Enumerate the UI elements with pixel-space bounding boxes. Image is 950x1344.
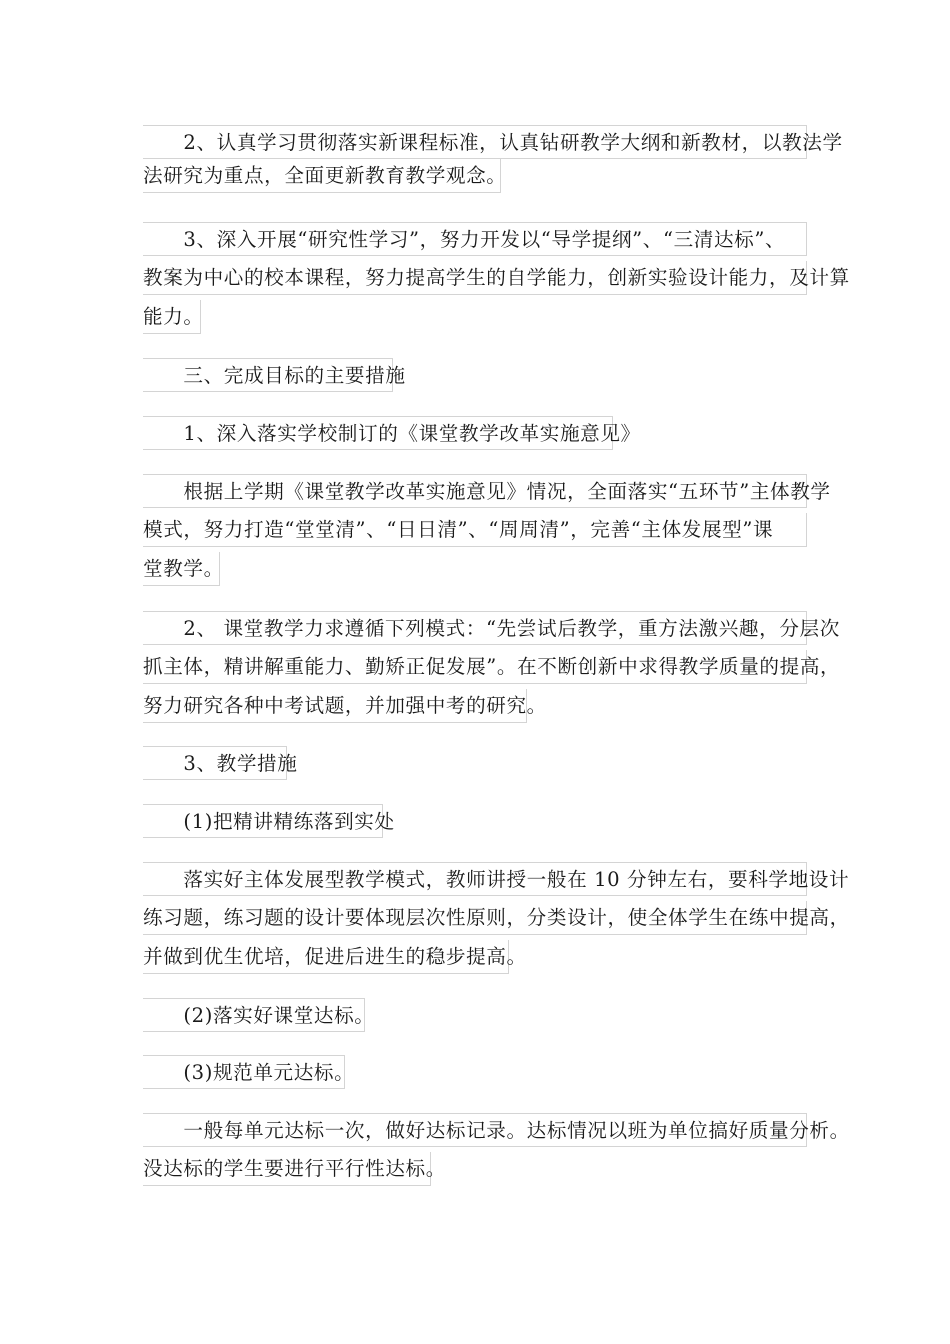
- paragraph-6-line-2: 抓主体，精讲解重能力、勤矫正促发展”。在不断创新中求得教学质量的提高，: [143, 650, 807, 684]
- paragraph-6-line-1: 2、 课堂教学力求遵循下列模式：“先尝试后教学，重方法激兴趣，分层次: [143, 611, 807, 645]
- paragraph-12-line-1: 一般每单元达标一次，做好达标记录。达标情况以班为单位搞好质量分析。: [143, 1113, 807, 1147]
- paragraph-12-line-2: 没达标的学生要进行平行性达标。: [143, 1152, 431, 1186]
- paragraph-5-line-3: 堂教学。: [143, 552, 220, 586]
- paragraph-5-line-1: 根据上学期《课堂教学改革实施意见》情况，全面落实“五环节”主体教学: [143, 474, 807, 508]
- paragraph-9-line-3: 并做到优生优培，促进后进生的稳步提高。: [143, 940, 509, 974]
- paragraph-2-line-1: 3、深入开展“研究性学习”，努力开发以“导学提纲”、“三清达标”、: [143, 222, 807, 256]
- paragraph-1-line-1: 2、认真学习贯彻落实新课程标准，认真钻研教学大纲和新教材，以教法学: [143, 125, 807, 159]
- subheading-3: 3、教学措施: [143, 746, 287, 780]
- subheading-3-2: (2)落实好课堂达标。: [143, 998, 365, 1032]
- subheading-1: 1、深入落实学校制订的《课堂教学改革实施意见》: [143, 416, 613, 450]
- subheading-3-3: (3)规范单元达标。: [143, 1055, 345, 1089]
- paragraph-9-line-1: 落实好主体发展型教学模式，教师讲授一般在 10 分钟左右，要科学地设计: [143, 862, 807, 896]
- paragraph-9-line-2: 练习题，练习题的设计要体现层次性原则，分类设计，使全体学生在练中提高，: [143, 901, 807, 935]
- paragraph-2-line-2: 教案为中心的校本课程，努力提高学生的自学能力，创新实验设计能力，及计算: [143, 261, 807, 295]
- paragraph-5-line-2: 模式，努力打造“堂堂清”、“日日清”、“周周清”，完善“主体发展型”课: [143, 513, 807, 547]
- subheading-3-1: (1)把精讲精练落到实处: [143, 804, 383, 838]
- paragraph-2-line-3: 能力。: [143, 300, 201, 334]
- paragraph-6-line-3: 努力研究各种中考试题，并加强中考的研究。: [143, 689, 527, 723]
- paragraph-1-line-2: 法研究为重点，全面更新教育教学观念。: [143, 159, 501, 193]
- section-heading-3: 三、完成目标的主要措施: [143, 358, 393, 392]
